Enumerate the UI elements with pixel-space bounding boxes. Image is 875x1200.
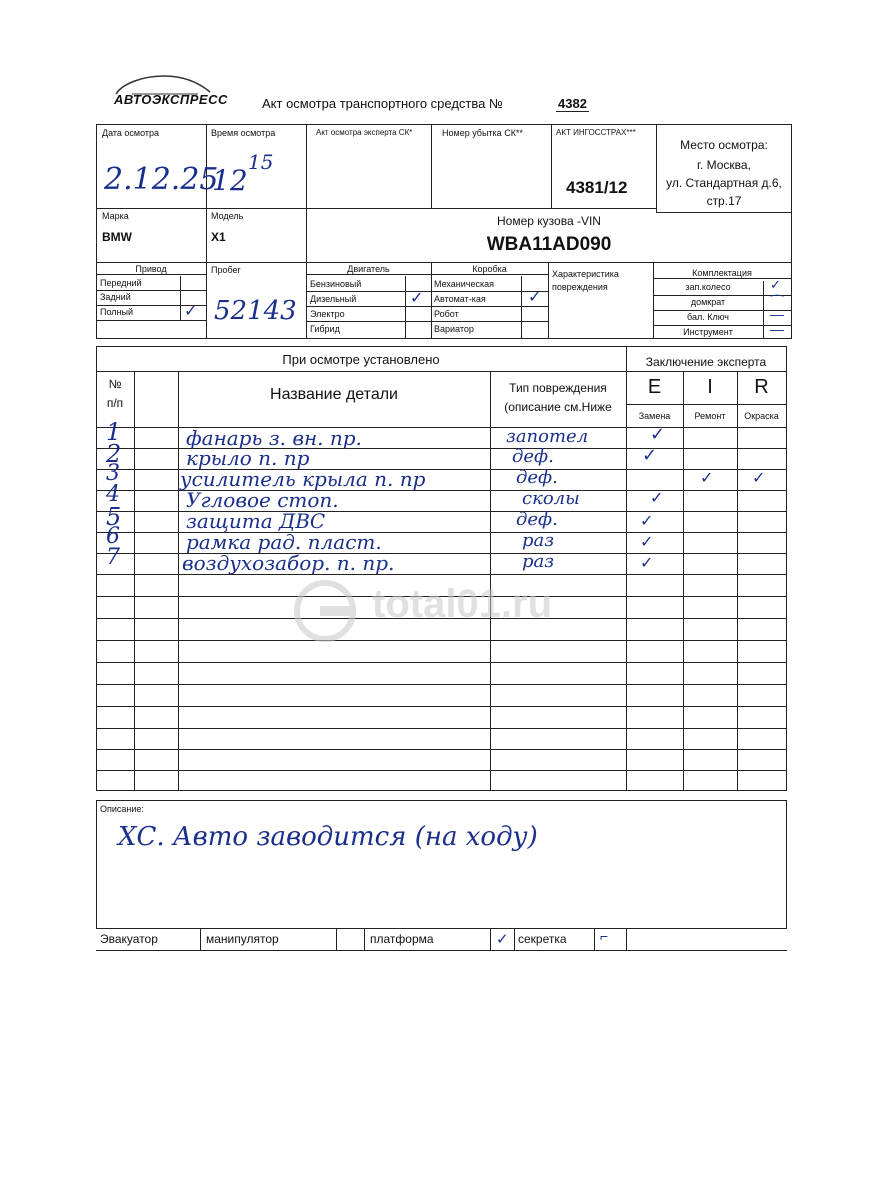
- col-damage-type: Тип повреждения: [509, 381, 607, 395]
- place-city: г. Москва,: [697, 158, 751, 172]
- place-building: стр.17: [706, 194, 742, 208]
- row-damage-type: сколы: [522, 488, 580, 509]
- drive-option: Полный: [100, 307, 133, 317]
- company-logo: [112, 72, 228, 112]
- col-e-label: Замена: [638, 411, 671, 421]
- kit-key-dash-icon: —: [770, 306, 784, 322]
- kit-option: Инструмент: [683, 327, 733, 337]
- kit-title: Комплектация: [653, 268, 791, 279]
- engine-option: Электро: [310, 309, 345, 319]
- row-number: 2: [106, 440, 122, 468]
- replace-check-icon: ✓: [650, 424, 666, 445]
- replace-check-icon: ✓: [640, 511, 654, 530]
- row-part-name: фанарь з. вн. пр.: [186, 426, 362, 450]
- kit-spare-check-icon: ✓: [770, 278, 781, 293]
- repair-check-icon: ✓: [700, 468, 714, 487]
- row-damage-type: раз: [522, 530, 555, 551]
- logo-text: АВТОЭКСПРЕСС: [114, 92, 228, 107]
- drive-option: Передний: [100, 278, 142, 288]
- time-label: Время осмотра: [211, 128, 276, 138]
- row-damage-type: деф.: [516, 509, 558, 530]
- row-damage-type: запотел: [506, 426, 589, 447]
- drive-title: Привод: [96, 264, 206, 275]
- replace-check-icon: ✓: [650, 488, 664, 507]
- row-damage-type: деф.: [512, 446, 554, 467]
- replace-check-icon: ✓: [640, 532, 654, 551]
- row-damage-type: деф.: [516, 467, 558, 488]
- vin-label: Номер кузова -VIN: [497, 214, 601, 228]
- vin-value: WBA11AD090: [486, 234, 612, 255]
- ingos-label: АКТ ИНГОССТРАХ***: [556, 128, 636, 137]
- row-damage-type: раз: [522, 551, 555, 572]
- date-label: Дата осмотра: [102, 128, 160, 138]
- gearbox-option: Робот: [434, 309, 459, 319]
- col-num: №: [108, 377, 122, 391]
- col-i: I: [707, 376, 713, 398]
- row-part-name: усилитель крыла п. пр: [180, 467, 426, 491]
- model-label: Модель: [211, 211, 244, 221]
- watermark-text: total01.ru: [372, 582, 553, 626]
- row-part-name: воздухозабор. п. пр.: [182, 551, 395, 575]
- gearbox-option: Автомат-кая: [434, 294, 486, 304]
- row-number: 3: [106, 461, 120, 486]
- kit-option: домкрат: [690, 297, 726, 307]
- loss-number-label: Номер убытка СК**: [442, 128, 523, 138]
- replace-check-icon: ✓: [640, 553, 654, 572]
- col-damage-type-2: (описание см.Ниже: [504, 400, 612, 414]
- row-part-name: рамка рад. пласт.: [186, 530, 382, 554]
- place-street: ул. Стандартная д.6,: [666, 176, 782, 190]
- platform-check-icon: ✓: [496, 930, 509, 948]
- row-number: 4: [106, 482, 120, 507]
- ingos-value: 4381/12: [566, 178, 628, 197]
- mileage-label: Пробег: [211, 265, 241, 275]
- col-e: E: [647, 376, 662, 398]
- col-num-2: п/п: [106, 396, 124, 410]
- time-hours: 12: [212, 164, 248, 197]
- watermark-logo-icon: [290, 576, 360, 646]
- drive-full-check-icon: ✓: [184, 301, 198, 320]
- date-value: 2.12.25: [104, 162, 219, 197]
- gearbox-auto-check-icon: ✓: [528, 287, 542, 306]
- kit-tools-dash-icon: —: [770, 321, 784, 337]
- act-number: 4382: [558, 96, 587, 111]
- engine-diesel-check-icon: ✓: [410, 288, 424, 307]
- make-value: BMW: [102, 230, 132, 244]
- expert-act-label: Акт осмотра эксперта СК*: [316, 128, 413, 137]
- row-part-name: крыло п. пр: [186, 446, 310, 470]
- findings-title: При осмотре установлено: [282, 352, 440, 367]
- replace-check-icon: ✓: [642, 445, 658, 466]
- kit-option: зап.колесо: [685, 282, 731, 292]
- document-title: Акт осмотра транспортного средства №: [262, 96, 503, 111]
- col-r-label: Окраска: [744, 411, 779, 421]
- model-value: X1: [211, 230, 226, 244]
- col-i-label: Ремонт: [694, 411, 726, 421]
- col-part-name: Название детали: [270, 386, 398, 403]
- time-minutes: 15: [248, 150, 274, 174]
- manipulator-label: манипулятор: [206, 932, 279, 946]
- engine-option: Дизельный: [310, 294, 357, 304]
- paint-check-icon: ✓: [752, 468, 766, 487]
- col-r: R: [754, 376, 769, 398]
- row-part-name: Угловое стоп.: [186, 488, 339, 512]
- place-label: Место осмотра:: [680, 138, 768, 152]
- row-number: 1: [106, 418, 122, 446]
- gearbox-option: Вариатор: [434, 324, 474, 334]
- evacuator-label: Эвакуатор: [100, 932, 158, 946]
- kit-jack-dash-icon: ⌒: [770, 294, 784, 310]
- row-number: 5: [106, 503, 122, 531]
- damage-char-label: Характеристика повреждения: [552, 269, 619, 292]
- expert-title: Заключение эксперта: [645, 355, 767, 369]
- drive-option: Задний: [100, 292, 131, 302]
- gearbox-option: Механическая: [434, 279, 495, 289]
- engine-option: Гибрид: [310, 324, 340, 334]
- description-label: Описание:: [100, 804, 144, 814]
- gearbox-title: Коробка: [431, 264, 548, 275]
- make-label: Марка: [102, 211, 129, 221]
- secret-label: секретка: [518, 932, 567, 946]
- secret-dash-icon: ⌐: [600, 928, 609, 944]
- row-number: 6: [106, 524, 120, 549]
- kit-option: бал. Ключ: [687, 312, 729, 322]
- description-text: ХС. Авто заводится (на ходу): [118, 822, 538, 852]
- platform-label: платформа: [370, 932, 434, 946]
- row-number: 7: [106, 545, 120, 570]
- mileage-value: 52143: [214, 296, 297, 326]
- row-part-name: защита ДВС: [186, 509, 326, 533]
- engine-option: Бензиновый: [310, 279, 362, 289]
- engine-title: Двигатель: [306, 264, 431, 275]
